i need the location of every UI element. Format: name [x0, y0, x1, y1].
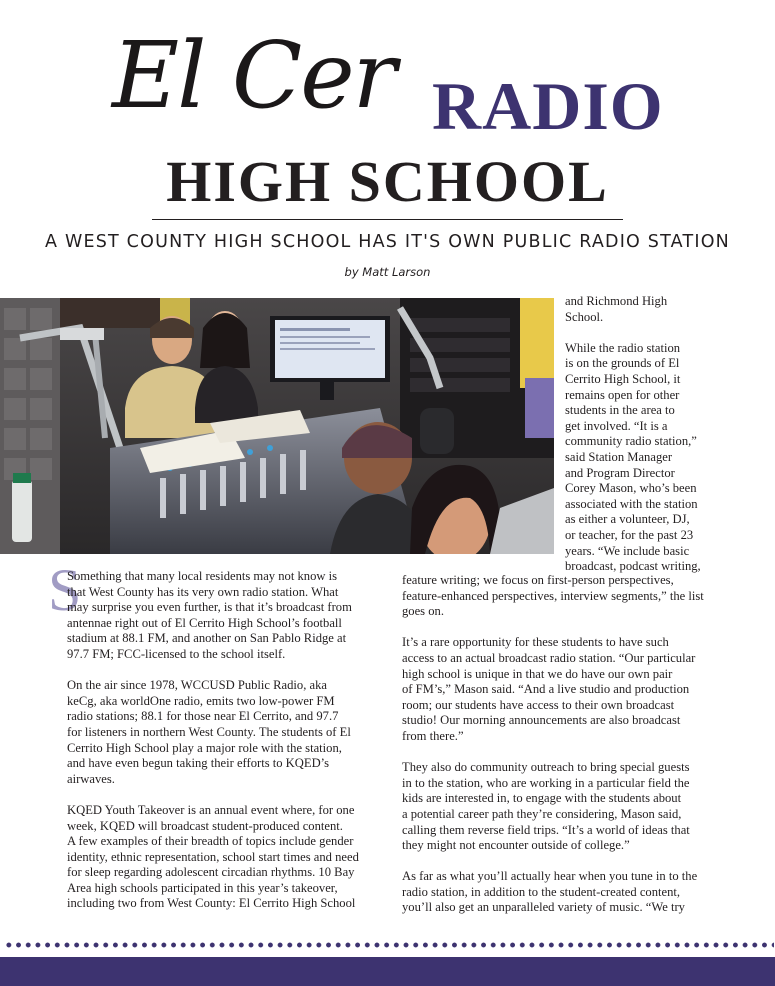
title-script: El Cer: [112, 22, 395, 129]
byline: by Matt Larson: [344, 265, 431, 279]
footer-bar: [0, 957, 775, 986]
drop-cap: S: [48, 557, 82, 623]
article-column-narrow: and Richmond High School. While the radio station is on the grounds of El Cerrito High School, it remains open for other students in the area to get involved. “It is a community radio station,” said Station Manager and Program Director Corey Mason, who’s been associated with the station as either a volunteer, DJ, or teacher, for the past 23 years. “We include basic broadcast, podcast writing,: [565, 294, 701, 574]
title-divider: [152, 219, 623, 220]
article-subtitle: A WEST COUNTY HIGH SCHOOL HAS IT'S OWN PUBLIC RADIO STATION: [45, 232, 730, 252]
title-high-school: HIGH SCHOOL: [166, 149, 609, 214]
article-column-right: feature writing; we focus on first-person perspectives, feature-enhanced perspectives, interview segments,” the list goes on. It’s a rare opportunity for these students to have such access to an actual broadcast radio station. “Our particular high school is unique in that we do have our own pair of FM’s,” Mason said. “And a live studio and production room; our students have access to their own broadcast studio! Our morning announcements are also broadcast from there.” They also do community outreach to bring special guests in to the station, who are working in a particular field the kids are interested in, to engage with the students about a potential career path they’re considering, Mason said, calling them reverse field trips. “It’s a world of ideas that they might not encounter outside of college.” As far as what you’ll actually hear when you tune in to the radio station, in addition to the student-created content, you’ll also get an unparalleled variety of music. “We try: [402, 573, 704, 915]
title-radio: RADIO: [432, 68, 664, 144]
radio-studio-photo: [0, 298, 554, 554]
article-column-left: Something that many local residents may not know is that West County has its very own radio station. What may surprise you even further, is that it’s broadcast from antennae right out of El Cerrito High School’s football stadium at 88.1 FM, and another on San Pablo Ridge at 97.7 FM; FCC-licensed to the school itself. On the air since 1978, WCCUSD Public Radio, aka keCg, aka worldOne radio, emits two low-power FM radio stations; 88.1 for those near El Cerrito, and 97.7 for listeners in northern West County. The students of El Cerrito High School play a major role with the station, and have even begun taking their efforts to KQED’s airwaves. KQED Youth Takeover is an annual event where, for one week, KQED will broadcast student-produced content. A few examples of their breadth of topics include gender identity, ethnic representation, school start times and need for sleep regarding adolescent circadian rhythms. 10 Bay Area high schools participated in this year’s takeover, including two from West County: El Cerrito High School: [67, 569, 359, 911]
dotted-divider: [4, 941, 774, 949]
